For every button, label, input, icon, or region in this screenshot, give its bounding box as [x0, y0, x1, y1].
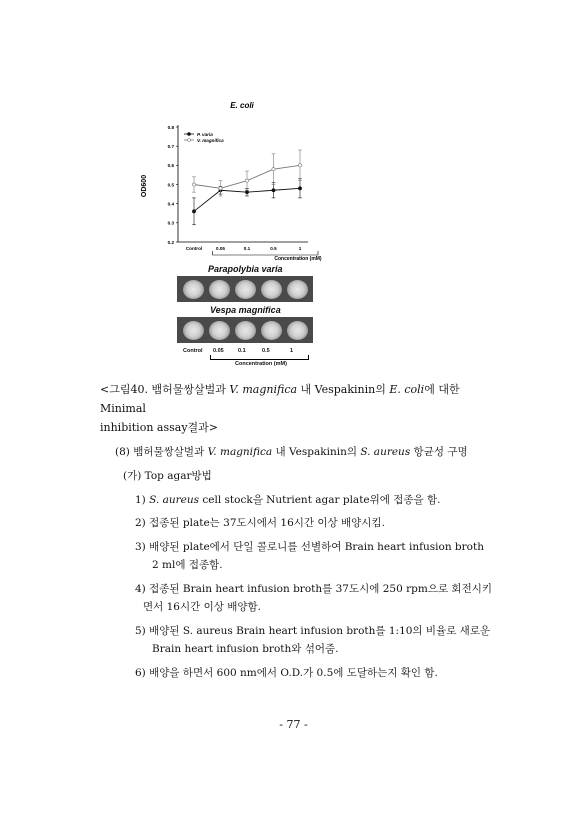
- plate-conc-control: Control: [183, 348, 203, 354]
- y-axis-ticks: [168, 125, 178, 245]
- plate-well: [183, 280, 204, 299]
- y-tick-label: 0.6: [167, 163, 174, 169]
- plate-well: [261, 321, 282, 340]
- plate-conc-4: 1: [290, 348, 294, 354]
- y-axis-label: OD600: [141, 174, 148, 198]
- data-point: [272, 189, 275, 192]
- caption-text: 에 대한 Minimal: [100, 383, 460, 415]
- plate-well: [287, 280, 308, 299]
- x-tick-label: 0.5: [270, 246, 277, 251]
- step-4a: 4) 접종된 Brain heart infusion broth를 37도시에 250 rpm으로 회전시키: [135, 583, 493, 595]
- step-1: 1) S. aureus cell stock을 Nutrient agar plate위에 접종을 함.: [135, 494, 441, 506]
- plate-image-v-magnifica: [177, 317, 313, 343]
- legend-marker: [188, 139, 191, 142]
- plate-conc-bracket: [210, 355, 309, 360]
- ecoli-line-chart: [140, 96, 350, 266]
- figure-caption: [100, 380, 500, 437]
- section-heading: (8) 뱀허물쌍살벌과 V. magnifica 내 Vespakinin의 S. aureus 항균성 구명: [115, 446, 468, 458]
- plate-well: [209, 280, 230, 299]
- caption-text: 내 Vespakinin의: [297, 383, 390, 396]
- x-conc-bracket: [213, 251, 319, 255]
- legend-label: P. varia: [197, 131, 213, 137]
- step-6: 6) 배양을 하면서 600 nm에서 O.D.가 0.5에 도달하는지 확인 함.: [135, 667, 438, 679]
- x-tick-label: 1: [298, 246, 302, 251]
- plate-conc-unit: Concentration (mM): [235, 361, 287, 367]
- step-3b: 2 ml에 접종함.: [152, 559, 223, 571]
- y-tick-label: 0.4: [167, 201, 174, 207]
- plate-conc-1: 0.05: [213, 348, 224, 354]
- caption-text: inhibition assay결과>: [100, 421, 218, 434]
- step-4b: 면서 16시간 이상 배양함.: [143, 601, 261, 613]
- y-tick-label: 0.5: [167, 182, 174, 188]
- data-point: [272, 168, 275, 171]
- data-point: [298, 187, 301, 190]
- y-tick-label: 0.3: [167, 220, 174, 226]
- plate1-title: Parapolybia varia: [208, 264, 283, 274]
- x-tick-label: Control: [185, 246, 203, 251]
- x-tick-label: 0.05: [216, 246, 225, 251]
- plate-well: [183, 321, 204, 340]
- data-point: [219, 187, 222, 190]
- step-3a: 3) 배양된 plate에서 단일 콜로니를 선별하여 Brain heart infusion broth: [135, 541, 484, 553]
- data-point: [192, 210, 195, 213]
- plate-well: [235, 280, 256, 299]
- x-axis-label: Concentration (mM): [274, 256, 322, 262]
- y-tick-label: 0.7: [167, 143, 174, 149]
- plate-well: [209, 321, 230, 340]
- series-layer: [192, 150, 302, 225]
- y-tick-label: 0.2: [167, 239, 174, 245]
- step-2: 2) 접종된 plate는 37도시에서 16시간 이상 배양시킴.: [135, 517, 385, 529]
- legend-label: V. magnifica: [197, 137, 224, 143]
- page-number: - 77 -: [279, 718, 308, 731]
- caption-species: V. magnifica: [229, 383, 298, 396]
- data-point: [245, 179, 248, 182]
- plate2-title: Vespa magnifica: [210, 305, 281, 315]
- step-5b: Brain heart infusion broth와 섞어줌.: [152, 643, 339, 655]
- plate-well: [261, 280, 282, 299]
- x-tick-label: 0.1: [243, 246, 251, 251]
- chart-title: E. coli: [230, 101, 254, 110]
- sub-heading: (가) Top agar방법: [123, 470, 212, 482]
- y-tick-label: 0.8: [167, 124, 174, 130]
- step-5a: 5) 배양된 S. aureus Brain heart infusion broth를 1:10의 비율로 새로운: [135, 625, 491, 637]
- chart-legend: [184, 132, 224, 143]
- caption-bacterium: E. coli: [389, 383, 425, 396]
- data-point: [192, 183, 195, 186]
- x-axis-ticks: [186, 246, 318, 255]
- plate-well: [287, 321, 308, 340]
- plate-conc-2: 0.1: [238, 348, 246, 354]
- legend-marker: [188, 133, 191, 136]
- caption-text: <그림40. 뱀허물쌍살벌과: [100, 383, 230, 396]
- plate-conc-3: 0.5: [262, 348, 270, 354]
- data-point: [298, 164, 301, 167]
- plate-well: [235, 321, 256, 340]
- plate-image-p-varia: [177, 276, 313, 302]
- data-point: [245, 191, 248, 194]
